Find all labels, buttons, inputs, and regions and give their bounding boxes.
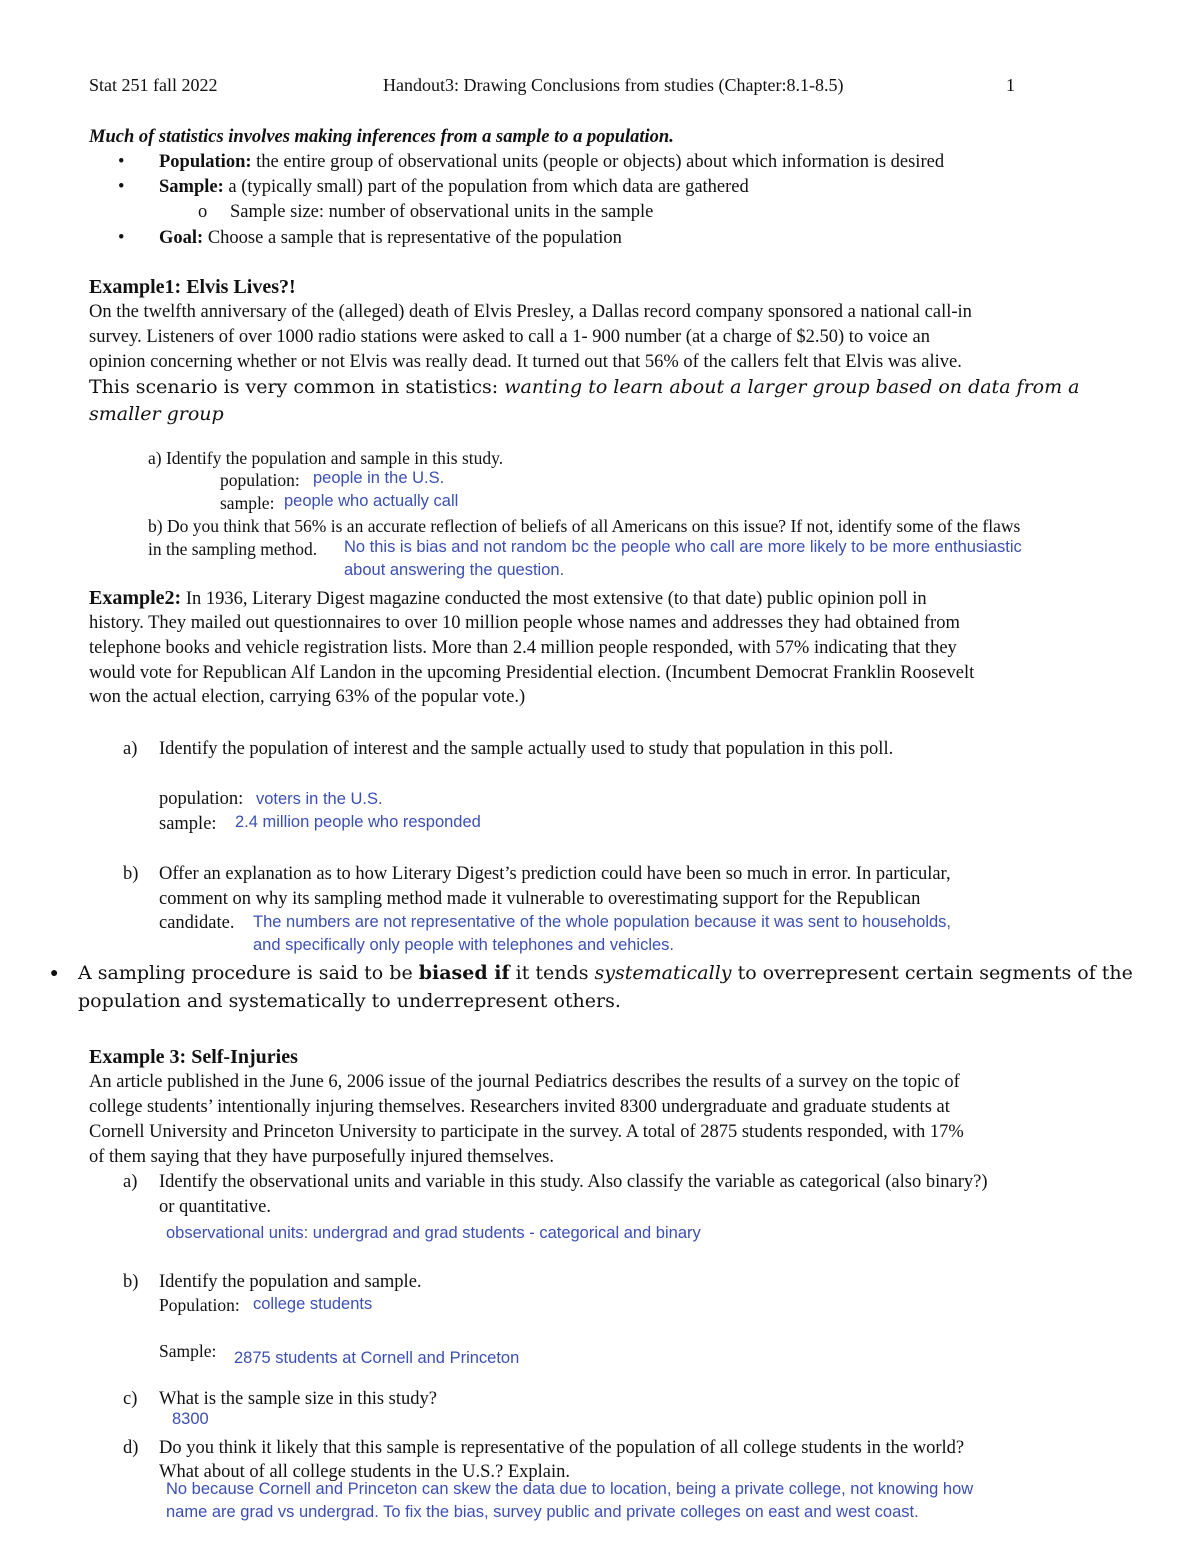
ex3-qd-marker: d) [123,1438,139,1458]
ex1-answer-b: No this is bias and not random bc the people who call are more likely to be more enthusiastic [344,538,1022,556]
ex1-question-a: a) Identify the population and sample in this study. [148,448,504,468]
ex1-sample-label: sample: [220,493,275,513]
ex3-answer-d-cont: name are grad vs undergrad. To fix the bias, survey public and private colleges on east and west coast. [166,1503,919,1521]
biased-pre: A sampling procedure is said to be [78,962,419,984]
ex1-para-line: opinion concerning whether or not Elvis was really dead. It turned out that 56% of the callers felt that Elvis was alive. [89,352,962,372]
def-goal: Choose a sample that is representative of the population [207,228,622,248]
ex3-question-d: Do you think it likely that this sample is representative of the population of all college students in the world? [159,1438,965,1458]
ex3-answer-d: No because Cornell and Princeton can skew the data due to location, being a private college, not knowing how [166,1480,974,1498]
ex1-note-italic-cont: smaller group [89,403,224,425]
intro-bullet-glyph: • [118,152,125,172]
ex1-note-italic: wanting to learn about a larger group based on data from a [504,376,1080,398]
ex3-para-line: of them saying that they have purposefully injured themselves. [89,1147,554,1167]
ex2-para-line: telephone books and vehicle registration lists. More than 2.4 million people responded, with 57% indicating that they [89,638,957,658]
bullet-goal [159,226,622,250]
ex1-para-line: On the twelfth anniversary of the (alleged) death of Elvis Presley, a Dallas record company sponsored a national call-in [89,302,972,322]
bullet-sample [159,175,749,199]
ex3-para-line: An article published in the June 6, 2006 issue of the journal Pediatrics describes the results of a survey on the topic of [89,1072,960,1092]
ex2-answer-b-cont: and specifically only people with telephones and vehicles. [253,936,675,954]
ex3-sample-label: Sample: [159,1341,217,1361]
ex1-sample-answer: people who actually call [284,492,459,510]
biased-post: to overrepresent certain segments of the [731,962,1133,984]
ex1-note-plain: This scenario is very common in statistics: [89,376,505,398]
biased-mid: it tends [509,962,595,984]
ex1-question-b: b) Do you think that 56% is an accurate reflection of beliefs of all Americans on this issue? If not, identify some of the flaws [148,516,1021,536]
ex3-sample-answer: 2875 students at Cornell and Princeton [234,1349,520,1367]
ex2-question-b: Offer an explanation as to how Literary Digest’s prediction could have been so much in error. In particular, [159,864,951,884]
biased-italic: systematically [594,962,732,984]
ex1-answer-b-cont: about answering the question. [344,561,565,579]
ex3-population-label: Population: [159,1295,240,1315]
ex3-answer-a: observational units: undergrad and grad students - categorical and binary [166,1224,701,1242]
intro-heading: Much of statistics involves making inferences from a sample to a population. [89,127,674,147]
ex1-population-answer: people in the U.S. [313,469,445,487]
page-number: 1 [1006,75,1015,95]
ex3-population-answer: college students [253,1295,373,1313]
ex2-qa-marker: a) [123,739,138,759]
ex2-question-b-cont2: candidate. [159,913,235,933]
ex2-para-first: In 1936, Literary Digest magazine conducted the most extensive (to that date) public opinion poll in [185,589,927,609]
ex1-note [89,376,1080,398]
ex3-question-a-cont: or quantitative. [159,1197,271,1217]
biased-term: biased if [418,962,510,984]
ex2-first-line [89,586,927,611]
biased-definition [78,962,1133,984]
bullet-population [159,150,944,174]
example1-title: Example1: Elvis Lives?! [89,276,296,298]
ex2-qb-marker: b) [123,864,139,884]
ex2-answer-b: The numbers are not representative of the whole population because it was sent to households, [253,913,952,931]
def-sample: a (typically small) part of the population from which data are gathered [228,177,749,197]
ex2-question-b-cont: comment on why its sampling method made it vulnerable to overestimating support for the Republican [159,889,921,909]
ex3-para-line: college students’ intentionally injuring themselves. Researchers invited 8300 undergraduate and graduate students at [89,1097,950,1117]
ex3-qc-marker: c) [123,1389,138,1409]
ex3-qa-marker: a) [123,1172,138,1192]
term-sample: Sample: [159,177,224,197]
ex3-question-d-cont: What about of all college students in the U.S.? Explain. [159,1462,571,1482]
ex2-para-line: won the actual election, carrying 63% of the popular vote.) [89,687,526,707]
ex1-question-b-cont: in the sampling method. [148,539,318,559]
term-goal: Goal: [159,228,204,248]
ex2-question-a: Identify the population of interest and the sample actually used to study that population in this poll. [159,739,894,759]
ex2-population-label: population: [159,789,244,809]
ex1-para-line: survey. Listeners of over 1000 radio stations were asked to call a 1- 900 number (at a charge of $2.50) to voice an [89,327,930,347]
biased-bullet-glyph: ● [50,966,59,981]
term-population: Population: [159,152,252,172]
ex2-population-answer: voters in the U.S. [256,790,383,808]
def-population: the entire group of observational units (people or objects) about which information is desired [256,152,945,172]
biased-definition-cont: population and systematically to underrepresent others. [78,990,621,1012]
example2-title: Example2: [89,587,182,609]
intro-bullet-glyph: • [118,228,125,248]
intro-sub-glyph: o [198,202,208,222]
course-label: Stat 251 fall 2022 [89,75,218,95]
intro-bullet-glyph: • [118,177,125,197]
handout-title: Handout3: Drawing Conclusions from studies (Chapter:8.1-8.5) [383,75,844,95]
ex1-population-label: population: [220,470,300,490]
ex3-question-b: Identify the population and sample. [159,1272,422,1292]
ex2-para-line: would vote for Republican Alf Landon in the upcoming Presidential election. (Incumbent Democrat Franklin Roosevelt [89,663,975,683]
ex2-sample-answer: 2.4 million people who responded [235,813,481,831]
ex3-qb-marker: b) [123,1272,139,1292]
bullet-sample-size: Sample size: number of observational units in the sample [230,202,654,222]
ex2-sample-label: sample: [159,814,217,834]
example3-title: Example 3: Self-Injuries [89,1046,298,1068]
ex3-question-a: Identify the observational units and variable in this study. Also classify the variable as categorical (also binary?) [159,1172,988,1192]
ex3-answer-c: 8300 [172,1410,209,1428]
ex2-para-line: history. They mailed out questionnaires to over 10 million people whose names and addresses they had obtained from [89,613,960,633]
ex3-para-line: Cornell University and Princeton University to participate in the survey. A total of 2875 students responded, with 17% [89,1122,964,1142]
ex3-question-c: What is the sample size in this study? [159,1389,437,1409]
